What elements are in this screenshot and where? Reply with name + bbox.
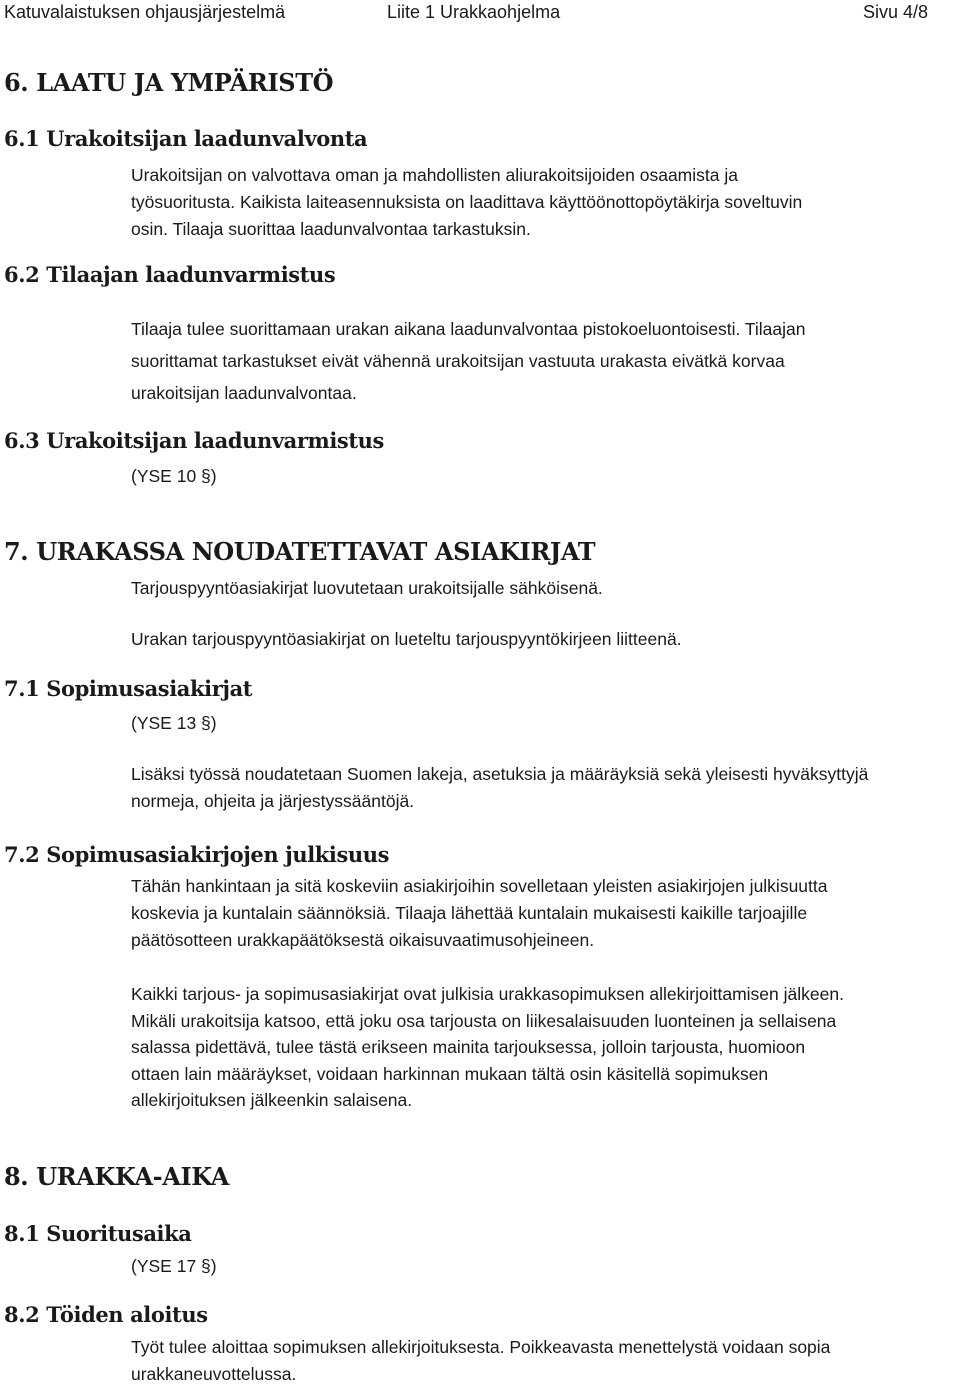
- text-line: urakoitsijan laadunvalvontaa.: [131, 383, 357, 403]
- text-line: Tähän hankintaan ja sitä koskeviin asiakirjoihin sovelletaan yleisten asiakirjojen julkisuutta: [131, 876, 828, 896]
- text-line: Työt tulee aloittaa sopimuksen allekirjoituksesta. Poikkeavasta menettelystä voidaan sopia: [131, 1337, 831, 1357]
- section-8-1-reference: (YSE 17 §): [131, 1256, 217, 1276]
- section-6-3-heading: 6.3 Urakoitsijan laadunvarmistus: [4, 428, 384, 453]
- section-7-2-paragraph-1: [131, 873, 828, 954]
- section-7-heading: 7. URAKASSA NOUDATETTAVAT ASIAKIRJAT: [4, 537, 596, 566]
- section-7-line-1: Tarjouspyyntöasiakirjat luovutetaan urakoitsijalle sähköisenä.: [131, 578, 603, 598]
- section-6-1-paragraph: [131, 162, 802, 243]
- text-line: Lisäksi työssä noudatetaan Suomen lakeja, asetuksia ja määräyksiä sekä yleisesti hyväksyttyjä: [131, 764, 869, 784]
- text-line: koskevia ja kuntalain säännöksiä. Tilaaja lähettää kuntalain mukaisesti kaikille tarjoajille: [131, 903, 808, 923]
- text-line: urakkaneuvottelussa.: [131, 1364, 297, 1384]
- header-document-title: Katuvalaistuksen ohjausjärjestelmä: [4, 2, 286, 22]
- section-7-1-reference: (YSE 13 §): [131, 713, 217, 733]
- text-line: suorittamat tarkastukset eivät vähennä urakoitsijan vastuuta urakasta eivätkä korvaa: [131, 351, 785, 371]
- text-line: Tilaaja tulee suorittamaan urakan aikana laadunvalvontaa pistokoeluontoisesti. Tilaajan: [131, 319, 806, 339]
- section-7-line-2: Urakan tarjouspyyntöasiakirjat on lueteltu tarjouspyyntökirjeen liitteenä.: [131, 629, 682, 649]
- section-8-heading: 8. URAKKA-AIKA: [4, 1162, 229, 1191]
- section-6-3-reference: (YSE 10 §): [131, 466, 217, 486]
- text-line: osin. Tilaaja suorittaa laadunvalvontaa tarkastuksin.: [131, 219, 531, 239]
- text-line: päätösotteen urakkapäätöksestä oikaisuvaatimusohjeineen.: [131, 930, 595, 950]
- header-appendix: Liite 1 Urakkaohjelma: [387, 2, 561, 22]
- text-line: ottaen lain määräykset, voidaan harkinnan mukaan tältä osin käsitellä sopimuksen: [131, 1063, 769, 1084]
- text-line: allekirjoituksen jälkeenkin salaisena.: [131, 1090, 413, 1110]
- text-line: normeja, ohjeita ja järjestyssääntöjä.: [131, 791, 415, 811]
- section-8-2-heading: 8.2 Töiden aloitus: [4, 1302, 208, 1327]
- text-line: Mikäli urakoitsija katsoo, että joku osa tarjousta on liikesalaisuuden luonteinen ja sellaisena: [131, 1010, 837, 1031]
- section-8-2-paragraph: [131, 1334, 830, 1388]
- section-7-2-paragraph-2: [131, 981, 844, 1114]
- section-7-2-heading: 7.2 Sopimusasiakirjojen julkisuus: [4, 842, 390, 867]
- text-line: salassa pidettävä, tulee tästä erikseen mainita tarjouksessa, jolloin tarjousta, huomioon: [131, 1037, 806, 1057]
- section-6-2-paragraph: [131, 313, 806, 409]
- section-6-2-heading: 6.2 Tilaajan laadunvarmistus: [4, 262, 336, 287]
- text-line: Kaikki tarjous- ja sopimusasiakirjat ovat julkisia urakkasopimuksen allekirjoittamisen jälkeen.: [131, 984, 844, 1004]
- section-8-1-heading: 8.1 Suoritusaika: [4, 1221, 192, 1246]
- section-7-1-paragraph: [131, 761, 868, 815]
- text-line: työsuoritusta. Kaikista laiteasennuksista on laadittava käyttöönottopöytäkirja soveltuvin: [131, 192, 803, 212]
- section-6-1-heading: 6.1 Urakoitsijan laadunvalvonta: [4, 126, 368, 151]
- text-line: Urakoitsijan on valvottava oman ja mahdollisten aliurakoitsijoiden osaamista ja: [131, 165, 738, 185]
- header-page-number: Sivu 4/8: [863, 2, 929, 22]
- section-7-1-heading: 7.1 Sopimusasiakirjat: [4, 676, 253, 701]
- section-6-heading: 6. LAATU JA YMPÄRISTÖ: [4, 68, 334, 97]
